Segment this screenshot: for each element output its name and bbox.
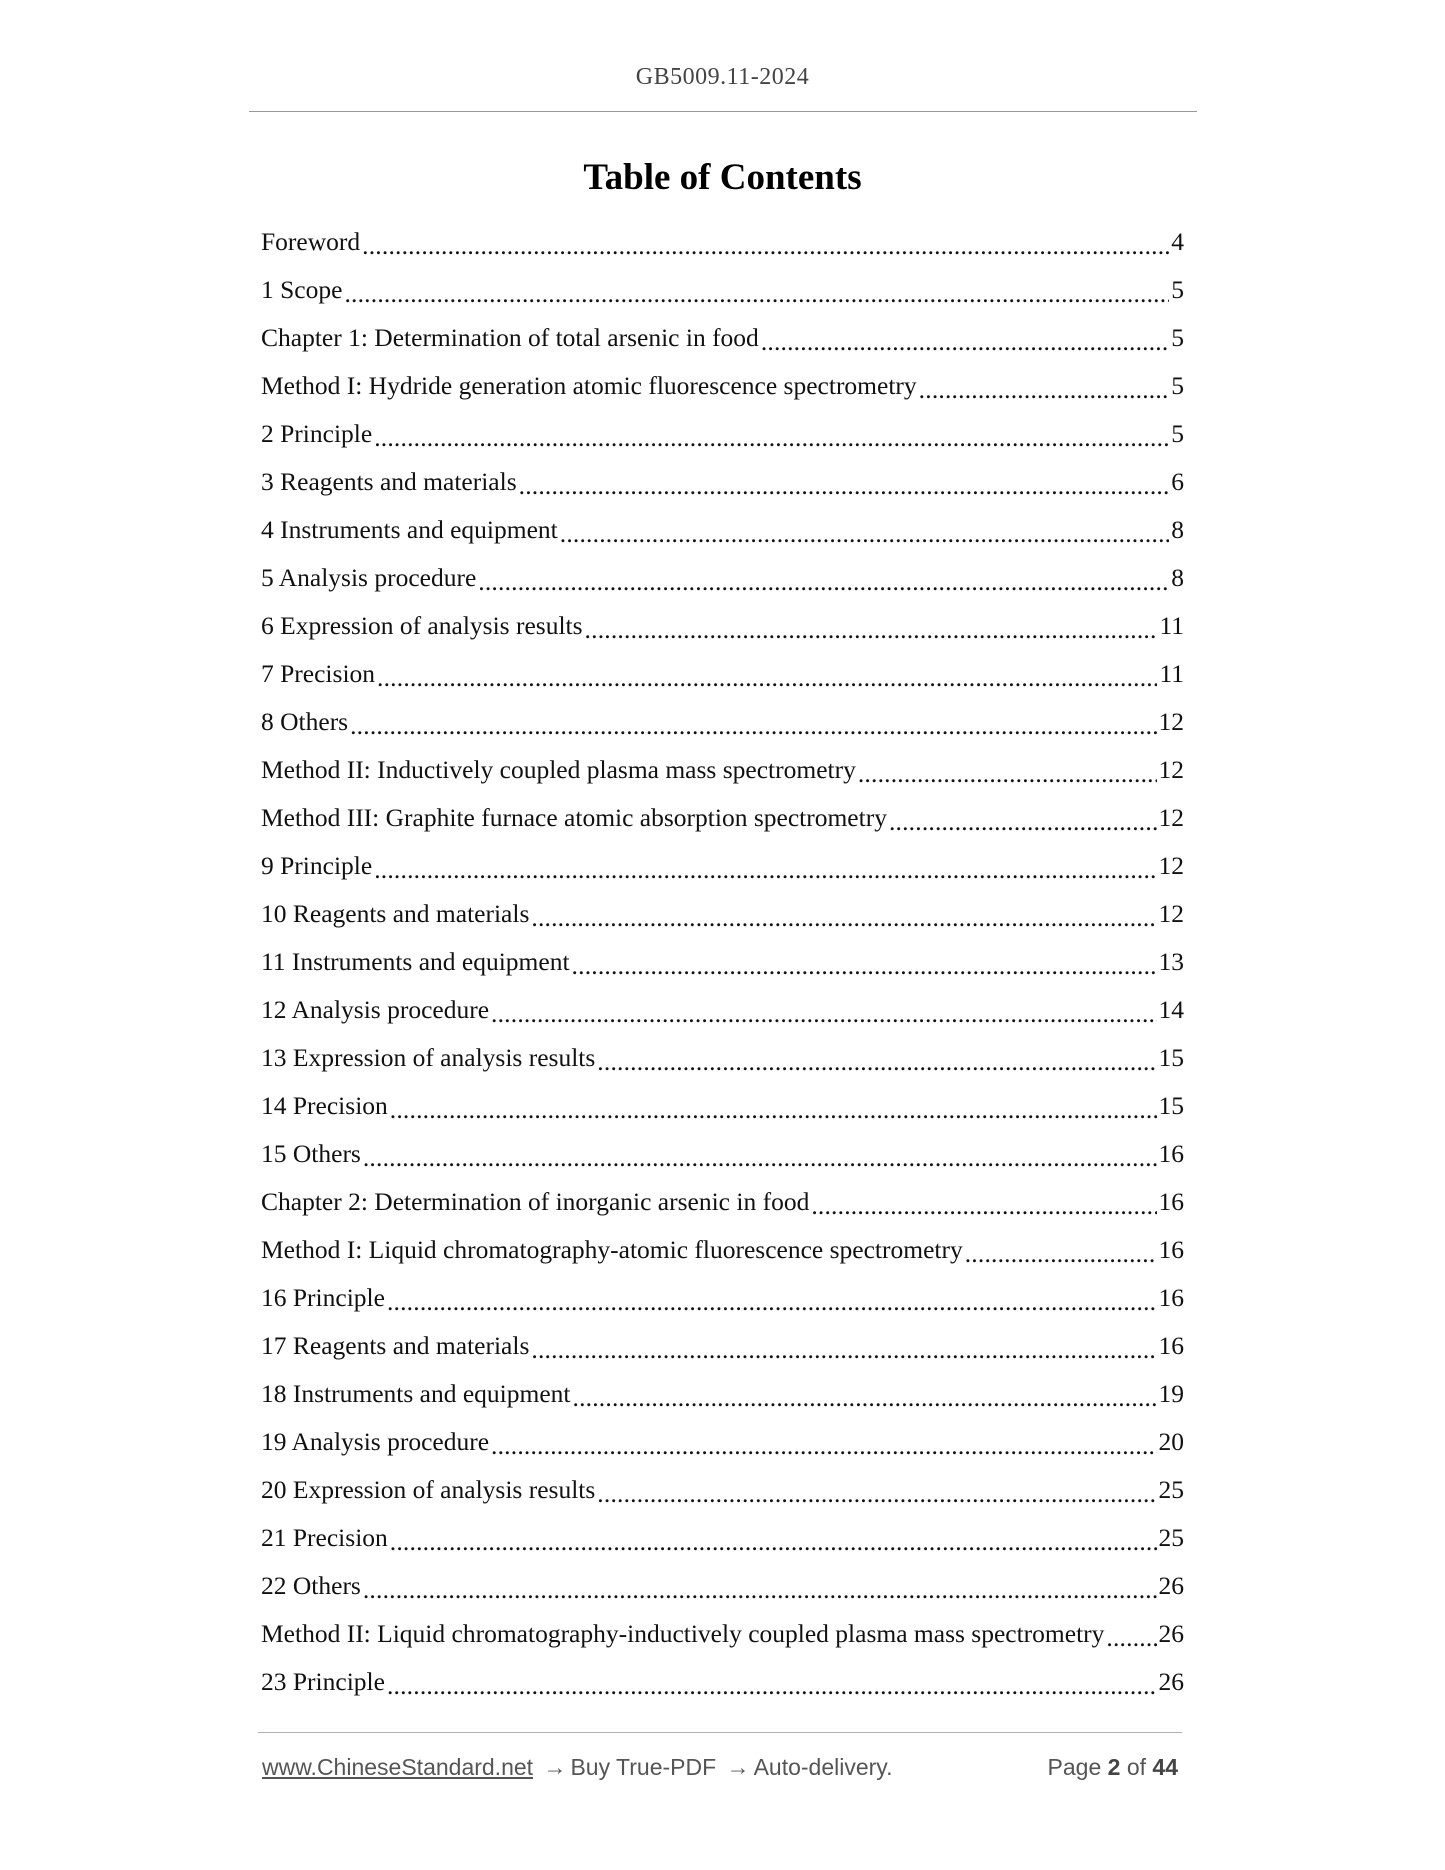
toc-entry-label: Method II: Inductively coupled plasma mass spectrometry	[261, 755, 856, 784]
toc-entry[interactable]	[261, 894, 1184, 942]
footer-promo	[262, 1750, 892, 1784]
toc-entry-label: 20 Expression of analysis results	[261, 1475, 596, 1504]
toc-entry-page-number: 16	[1158, 1139, 1184, 1168]
toc-entry-page-number: 5	[1171, 323, 1184, 352]
toc-entry-label: 12 Analysis procedure	[261, 995, 490, 1024]
toc-entry-label: Chapter 1: Determination of total arsenic in food	[261, 323, 759, 352]
toc-dot-leader	[531, 894, 1156, 934]
toc-entry-page-number: 15	[1158, 1043, 1184, 1072]
toc-entry[interactable]	[261, 1374, 1184, 1422]
toc-dot-leader	[387, 1278, 1157, 1318]
toc-entry-label: 4 Instruments and equipment	[261, 515, 558, 544]
toc-entry-page-number: 12	[1158, 803, 1184, 832]
toc-entry-label: 2 Principle	[261, 419, 373, 448]
toc-entry-page-number: 5	[1171, 371, 1184, 400]
toc-dot-leader	[585, 606, 1158, 646]
toc-entry[interactable]	[261, 1182, 1184, 1230]
toc-entry-label: Chapter 2: Determination of inorganic arsenic in food	[261, 1187, 810, 1216]
toc-entry-page-number: 19	[1158, 1379, 1184, 1408]
toc-dot-leader	[858, 750, 1157, 790]
toc-dot-leader	[519, 462, 1170, 502]
page-word: Page	[1047, 1754, 1102, 1780]
toc-entry-page-number: 26	[1158, 1571, 1184, 1600]
toc-entry[interactable]	[261, 750, 1184, 798]
toc-entry-label: 10 Reagents and materials	[261, 899, 530, 928]
toc-entry-label: Method II: Liquid chromatography-inductively coupled plasma mass spectrometry	[261, 1619, 1105, 1648]
toc-entry-label: Method I: Hydride generation atomic fluorescence spectrometry	[261, 371, 917, 400]
toc-entry-page-number: 11	[1159, 659, 1184, 688]
toc-entry[interactable]	[261, 366, 1184, 414]
toc-entry-label: 23 Principle	[261, 1667, 385, 1696]
toc-entry-page-number: 26	[1158, 1619, 1184, 1648]
toc-entry-page-number: 15	[1158, 1091, 1184, 1120]
page-footer	[262, 1750, 1182, 1784]
toc-entry-label: 6 Expression of analysis results	[261, 611, 583, 640]
toc-entry[interactable]	[261, 1278, 1184, 1326]
toc-entry-label: 14 Precision	[261, 1091, 388, 1120]
toc-dot-leader	[597, 1470, 1156, 1510]
toc-dot-leader	[387, 1662, 1157, 1702]
toc-entry[interactable]	[261, 606, 1184, 654]
toc-entry-label: 21 Precision	[261, 1523, 388, 1552]
of-word: of	[1126, 1754, 1147, 1780]
toc-dot-leader	[531, 1326, 1156, 1366]
toc-list	[261, 222, 1184, 1710]
toc-entry[interactable]	[261, 654, 1184, 702]
toc-dot-leader	[573, 1374, 1157, 1414]
footer-divider	[258, 1732, 1182, 1733]
toc-entry[interactable]	[261, 846, 1184, 894]
toc-entry-label: 3 Reagents and materials	[261, 467, 517, 496]
toc-entry[interactable]	[261, 1470, 1184, 1518]
toc-dot-leader	[965, 1230, 1157, 1270]
toc-entry-page-number: 4	[1171, 227, 1184, 256]
toc-entry[interactable]	[261, 558, 1184, 606]
toc-entry-page-number: 5	[1171, 419, 1184, 448]
toc-entry[interactable]	[261, 702, 1184, 750]
toc-dot-leader	[362, 222, 1169, 262]
toc-dot-leader	[889, 798, 1157, 838]
toc-dot-leader	[491, 1422, 1156, 1462]
toc-dot-leader	[377, 654, 1157, 694]
toc-dot-leader	[572, 942, 1157, 982]
toc-dot-leader	[374, 846, 1156, 886]
toc-entry[interactable]	[261, 462, 1184, 510]
toc-entry-page-number: 16	[1158, 1235, 1184, 1264]
toc-dot-leader	[363, 1134, 1157, 1174]
toc-entry[interactable]	[261, 798, 1184, 846]
toc-dot-leader	[374, 414, 1169, 454]
toc-entry-label: 22 Others	[261, 1571, 361, 1600]
toc-dot-leader	[390, 1518, 1157, 1558]
toc-entry-page-number: 25	[1158, 1523, 1184, 1552]
toc-dot-leader	[363, 1566, 1157, 1606]
page-title: Table of Contents	[583, 157, 862, 198]
toc-entry-page-number: 12	[1158, 707, 1184, 736]
toc-entry-page-number: 8	[1171, 515, 1184, 544]
toc-entry-page-number: 11	[1159, 611, 1184, 640]
toc-dot-leader	[1106, 1614, 1156, 1654]
toc-entry-page-number: 16	[1158, 1283, 1184, 1312]
buy-text: Buy True-PDF	[570, 1754, 717, 1780]
toc-entry[interactable]	[261, 942, 1184, 990]
toc-entry[interactable]	[261, 510, 1184, 558]
current-page-number: 2	[1107, 1754, 1121, 1780]
toc-entry-page-number: 5	[1171, 275, 1184, 304]
toc-entry-label: 9 Principle	[261, 851, 373, 880]
toc-entry-page-number: 16	[1158, 1331, 1184, 1360]
toc-entry[interactable]	[261, 1614, 1184, 1662]
toc-entry-page-number: 26	[1158, 1667, 1184, 1696]
toc-entry-label: 18 Instruments and equipment	[261, 1379, 571, 1408]
toc-dot-leader	[560, 510, 1170, 550]
toc-entry-page-number: 12	[1158, 755, 1184, 784]
site-link[interactable]: www.ChineseStandard.net	[262, 1754, 534, 1780]
toc-entry-page-number: 13	[1158, 947, 1184, 976]
toc-entry-label: 1 Scope	[261, 275, 343, 304]
toc-entry[interactable]	[261, 1086, 1184, 1134]
toc-dot-leader	[344, 270, 1169, 310]
toc-dot-leader	[350, 702, 1156, 742]
toc-entry[interactable]	[261, 1326, 1184, 1374]
toc-entry-label: Method III: Graphite furnace atomic absorption spectrometry	[261, 803, 887, 832]
toc-entry-page-number: 14	[1158, 995, 1184, 1024]
toc-entry-label: 16 Principle	[261, 1283, 385, 1312]
toc-entry-label: 8 Others	[261, 707, 349, 736]
toc-entry-label: 19 Analysis procedure	[261, 1427, 490, 1456]
toc-entry[interactable]	[261, 414, 1184, 462]
toc-entry-label: 11 Instruments and equipment	[261, 947, 570, 976]
toc-dot-leader	[597, 1038, 1156, 1078]
toc-entry[interactable]	[261, 1662, 1184, 1710]
toc-entry-page-number: 6	[1171, 467, 1184, 496]
right-arrow-icon: →	[726, 1754, 750, 1780]
toc-entry-page-number: 20	[1158, 1427, 1184, 1456]
toc-entry[interactable]	[261, 318, 1184, 366]
toc-entry-page-number: 25	[1158, 1475, 1184, 1504]
running-header: GB5009.11-2024	[635, 64, 810, 90]
header-divider	[249, 111, 1197, 112]
toc-entry-page-number: 12	[1158, 851, 1184, 880]
toc-entry[interactable]	[261, 222, 1184, 270]
toc-entry-label: Foreword	[261, 227, 361, 256]
toc-entry[interactable]	[261, 1230, 1184, 1278]
toc-entry-label: 7 Precision	[261, 659, 376, 688]
toc-entry-label: 17 Reagents and materials	[261, 1331, 530, 1360]
toc-entry[interactable]	[261, 1038, 1184, 1086]
toc-entry[interactable]	[261, 1422, 1184, 1470]
toc-entry-label: 13 Expression of analysis results	[261, 1043, 596, 1072]
toc-dot-leader	[761, 318, 1169, 358]
toc-dot-leader	[919, 366, 1170, 406]
total-pages-number: 44	[1152, 1754, 1178, 1780]
toc-entry-label: Method I: Liquid chromatography-atomic fluorescence spectrometry	[261, 1235, 963, 1264]
toc-entry[interactable]	[261, 270, 1184, 318]
toc-entry-page-number: 8	[1171, 563, 1184, 592]
toc-dot-leader	[491, 990, 1156, 1030]
toc-entry-page-number: 16	[1158, 1187, 1184, 1216]
toc-dot-leader	[811, 1182, 1156, 1222]
toc-entry-label: 15 Others	[261, 1139, 361, 1168]
page-counter	[1048, 1750, 1178, 1784]
toc-entry[interactable]	[261, 1566, 1184, 1614]
toc-entry-page-number: 12	[1158, 899, 1184, 928]
delivery-text: Auto-delivery.	[753, 1754, 893, 1780]
toc-entry[interactable]	[261, 1518, 1184, 1566]
toc-entry[interactable]	[261, 990, 1184, 1038]
toc-entry[interactable]	[261, 1134, 1184, 1182]
toc-entry-label: 5 Analysis procedure	[261, 563, 477, 592]
toc-dot-leader	[478, 558, 1169, 598]
toc-dot-leader	[390, 1086, 1157, 1126]
right-arrow-icon: →	[543, 1754, 567, 1780]
